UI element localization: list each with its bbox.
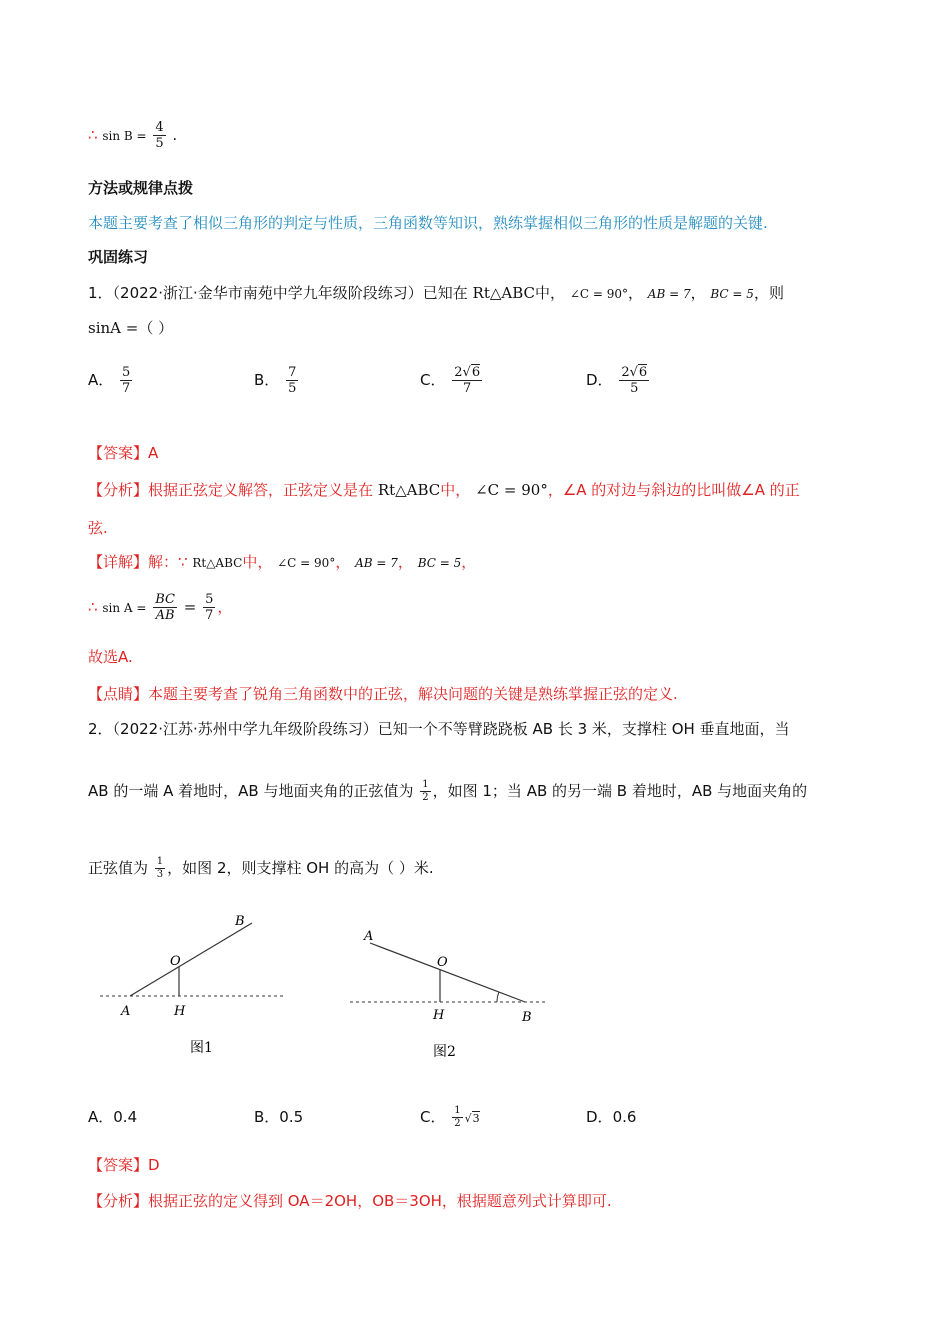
- practice-title: 巩固练习: [88, 248, 149, 266]
- q1-option-c[interactable]: C． $\frac{2√6}{7}$: [420, 365, 481, 396]
- label-o: O: [437, 955, 448, 970]
- q1-answer: 【答案】A: [88, 444, 159, 462]
- conclusion-line: ∴ sin B = $\frac{4}{5}$ .: [88, 120, 178, 151]
- q1-stem: 1．（2022·浙江·金华市南苑中学九年级阶段练习）已知在 Rt△ABC中， ∠C = 90°， AB = 7， BC = 5，则: [88, 284, 784, 302]
- q1-comment: 【点睛】本题主要考查了锐角三角函数中的正弦，解决问题的关键是熟练掌握正弦的定义.: [88, 685, 678, 703]
- fraction-1-2: $\frac{1}{2}$: [454, 1105, 461, 1129]
- q2-option-a[interactable]: A．0.4: [88, 1108, 138, 1126]
- fraction-4-5: $\frac{4}{5}$: [155, 120, 164, 151]
- q1-calculation: ∴ sin A = $\frac{BC}{AB}$ = $\frac{5}{7}$ ，: [88, 592, 233, 623]
- q2-stem-line3: 正弦值为 $\frac{1}{3}$ ，如图 2，则支撑柱 OH 的高为（ ）米.: [88, 856, 434, 880]
- q2-analysis: 【分析】根据正弦的定义得到 OA＝2OH，OB＝3OH，根据题意列式计算即可.: [88, 1192, 612, 1210]
- method-title: 方法或规律点拨: [88, 179, 194, 197]
- label-a: A: [121, 1004, 131, 1019]
- triangle-label: Rt△ABC: [472, 284, 536, 302]
- angle-arc: [497, 992, 499, 1002]
- q1-option-a[interactable]: A． $\frac{5}{7}$: [88, 365, 131, 396]
- label-a: A: [364, 929, 374, 944]
- fraction: $\frac{2√6}{7}$: [454, 365, 481, 396]
- therefore-symbol: ∴: [88, 126, 98, 144]
- figure-2: [345, 920, 555, 1070]
- label-b: B: [522, 1010, 532, 1025]
- sin-b-expr: sin B =: [102, 129, 147, 143]
- figure-2-caption: 图2: [433, 1044, 456, 1060]
- q1-option-d[interactable]: D． $\frac{2√6}{5}$: [586, 365, 648, 396]
- q1-analysis-line2: 弦.: [88, 519, 108, 537]
- seesaw-ab: [370, 943, 525, 1002]
- fraction: $\frac{2√6}{5}$: [621, 365, 648, 396]
- q2-answer: 【答案】D: [88, 1156, 160, 1174]
- q1-detail: 【详解】解：∵ Rt△ABC中， ∠C = 90°， AB = 7， BC = 5，: [88, 553, 477, 571]
- label-o: O: [170, 954, 181, 969]
- fraction: $\frac{7}{5}$: [288, 365, 297, 396]
- fraction-bc-ab: $\frac{BC}{AB}$: [155, 592, 175, 623]
- fraction-5-7: $\frac{5}{7}$: [205, 592, 214, 623]
- q1-choose: 故选A.: [88, 648, 133, 666]
- q1-analysis: 【分析】根据正弦定义解答，正弦定义是在 Rt△ABC中， ∠C = 90°，∠A 的对边与斜边的比叫做∠A 的正: [88, 481, 800, 499]
- fraction-1-3: $\frac{1}{3}$: [156, 856, 164, 880]
- q2-option-c[interactable]: C． $\frac{1}{2}$ √3: [420, 1105, 480, 1129]
- label-h: H: [433, 1008, 445, 1023]
- q2-option-d[interactable]: D．0.6: [586, 1108, 637, 1126]
- q2-stem-line2: AB 的一端 A 着地时，AB 与地面夹角的正弦值为 $\frac{1}{2}$ ，如图 1；当 AB 的另一端 B 着地时，AB 与地面夹角的: [88, 779, 808, 803]
- method-text: 本题主要考查了相似三角形的判定与性质，三角函数等知识，熟练掌握相似三角形的性质是解题的关键.: [88, 214, 768, 232]
- q2-stem: 2．（2022·江苏·苏州中学九年级阶段练习）已知一个不等臂跷跷板 AB 长 3 米，支撑柱 OH 垂直地面，当: [88, 720, 790, 738]
- q2-option-b[interactable]: B．0.5: [254, 1108, 304, 1126]
- fraction-1-2: $\frac{1}{2}$: [422, 779, 429, 803]
- label-h: H: [174, 1004, 186, 1019]
- fraction: $\frac{5}{7}$: [122, 365, 131, 396]
- figure-1: [95, 905, 295, 1065]
- figure-1-caption: 图1: [190, 1040, 213, 1056]
- q1-option-b[interactable]: B． $\frac{7}{5}$: [254, 365, 297, 396]
- q1-stem-line2: sinA =（ ）: [88, 319, 174, 337]
- seesaw-ab: [130, 923, 252, 996]
- label-b: B: [235, 914, 245, 929]
